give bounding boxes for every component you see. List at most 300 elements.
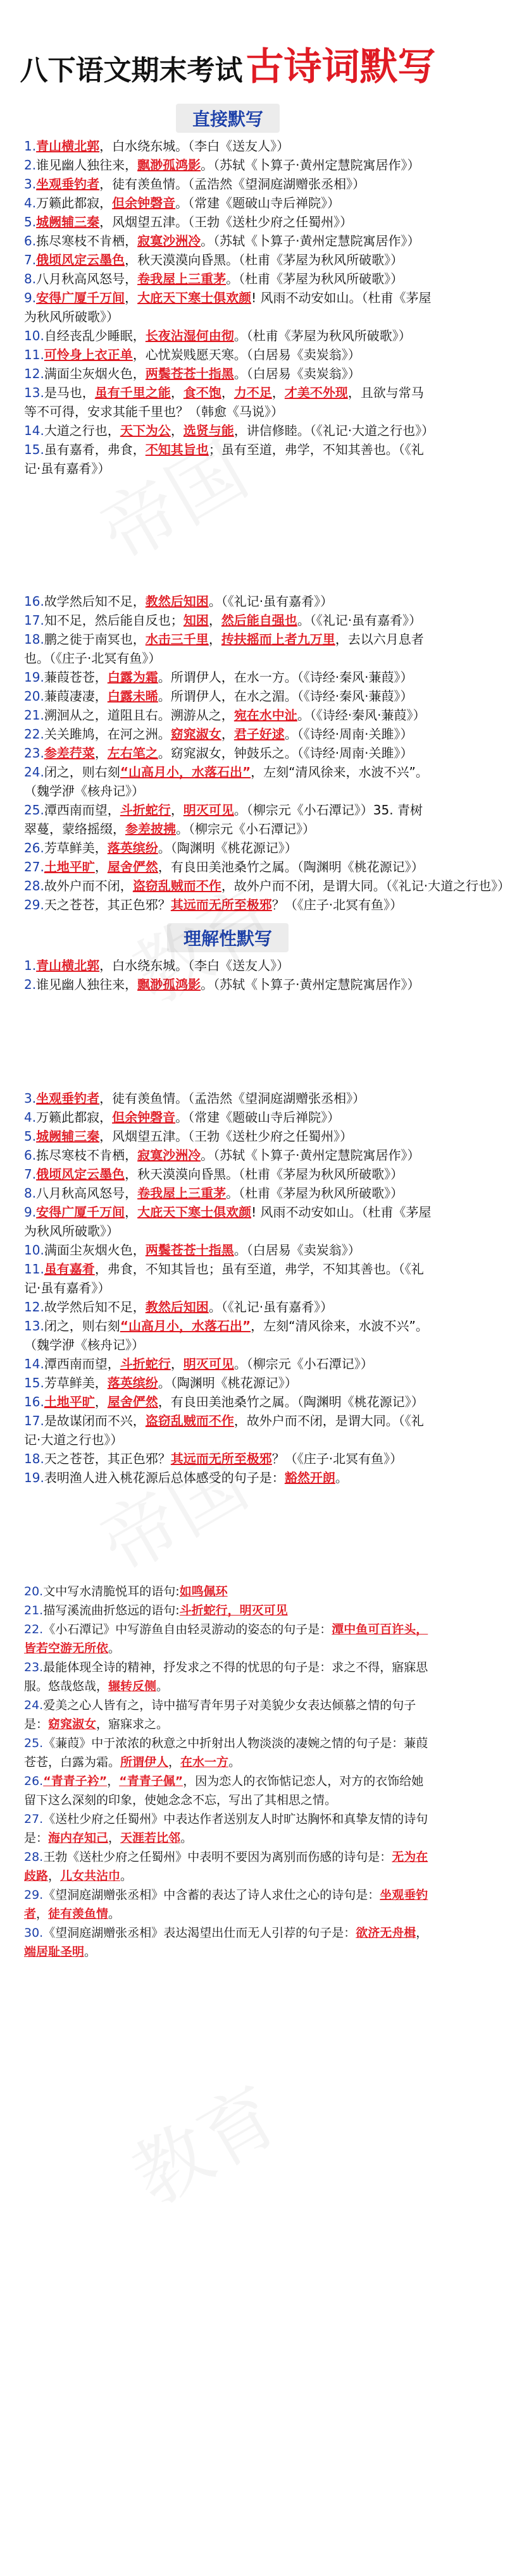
list-item [24, 1449, 432, 1468]
answer-text: 飘渺孤鸿影 [137, 977, 201, 992]
item-number: 30. [24, 1926, 44, 1940]
list-item [24, 345, 432, 364]
list-item [24, 895, 432, 914]
item-number: 26. [24, 840, 44, 856]
list-item [24, 193, 432, 212]
prompt-text: 拣尽寒枝不肯栖， [36, 1148, 138, 1163]
prompt-text: 最能体现全诗的精神，抒发求之不得的忧思的句子是：求之不得，寤寐思服。悠哉悠哉， [24, 1660, 428, 1693]
prompt-text: ， [107, 1774, 120, 1788]
prompt-text: 天之苍苍，其正色邪？ [44, 897, 171, 912]
list-item [24, 1848, 432, 1886]
prompt-text: ， [94, 1394, 108, 1409]
list-item [24, 611, 432, 630]
answer-text: 落英缤纷 [107, 840, 158, 856]
answer-text: 白露为霜 [107, 670, 158, 685]
list-item [24, 1734, 432, 1772]
item-number: 15. [24, 442, 44, 457]
prompt-text: ， [125, 290, 138, 305]
list-item [24, 1696, 432, 1734]
prompt-text: 。 [335, 1470, 348, 1485]
prompt-text: 。（柳宗元《小石潭记》）35. 青树翠蔓，蒙络摇缀， [24, 802, 423, 837]
prompt-text: ，左刻“清风徐来，水波不兴”。（魏学洢《核舟记》） [24, 764, 428, 799]
prompt-text: ，风烟望五津。（王勃《送杜少府之任蜀州》） [99, 1129, 353, 1144]
prompt-text: 。（白居易《卖炭翁》） [233, 1242, 361, 1258]
answer-text: 大庇天下寒士俱欢颜 [137, 1205, 252, 1220]
prompt-text: 。（苏轼《卜算子·黄州定慧院寓居作》） [201, 1148, 420, 1163]
answer-text: 土地平旷 [44, 859, 95, 874]
answer-text: 所谓伊人 [120, 1755, 169, 1769]
item-number: 24. [24, 764, 44, 780]
answer-text: 君子好逑 [233, 727, 285, 742]
prompt-text: 《望洞庭湖赠张丞相》表达渴望出仕而无人引荐的句子是： [43, 1926, 356, 1940]
prompt-text: 自经丧乱少睡眠， [44, 328, 146, 343]
answer-text: 然后能自强也 [221, 613, 297, 628]
item-number: 5. [24, 1129, 37, 1144]
prompt-text: ， [170, 1356, 183, 1371]
answer-text: 窈窕淑女 [170, 727, 221, 742]
direct-list [0, 137, 456, 478]
item-number: 10. [24, 328, 44, 343]
answer-text: 知困 [183, 613, 209, 628]
prompt-text: 满面尘灰烟火色， [44, 1242, 146, 1258]
prompt-text: 芳草鲜美， [44, 1375, 108, 1390]
list-item [24, 231, 432, 250]
item-number: 12. [24, 366, 44, 381]
answer-text: 青山横北郭 [36, 958, 100, 973]
item-number: 2. [24, 977, 37, 992]
item-number: 8. [24, 1186, 37, 1201]
prompt-text: 。（陶渊明《桃花源记》） [158, 840, 297, 856]
item-number: 21. [24, 1604, 44, 1617]
item-number: 7. [24, 1167, 37, 1182]
answer-text: 才美不外现 [284, 385, 348, 400]
prompt-text: 。 [108, 1641, 121, 1655]
prompt-text: 闭之，则右刻 [44, 1318, 120, 1334]
prompt-text: 。（陶渊明《桃花源记》） [158, 1375, 297, 1390]
answer-text: 参差荇菜 [44, 745, 95, 761]
answer-text: 斗折蛇行，明灭可见 [179, 1604, 288, 1617]
answer-text: 天下为公 [120, 423, 171, 438]
prompt-text: ，白水绕东城。（李白《送友人》） [99, 138, 290, 154]
answer-text: 两鬓苍苍十指黑 [145, 366, 234, 381]
list-item [24, 668, 432, 687]
prompt-text: 虽有嘉肴，弗食， [44, 442, 146, 457]
item-number: 3. [24, 176, 37, 192]
list-item [24, 440, 432, 478]
prompt-text: ？（《庄子·北冥有鱼》） [271, 1451, 403, 1466]
title-prefix: 八下语文期末考试 [20, 54, 243, 87]
prompt-text: ，故外户而不闭，是谓大同。（《礼记·大道之行也》） [24, 1413, 424, 1447]
answer-text: 教然后知困 [145, 594, 209, 609]
prompt-text: ，有良田美池桑竹之属。（陶渊明《桃花源记》） [158, 1394, 424, 1409]
answer-text: 明灭可见 [183, 1356, 234, 1371]
section-header-understand: 理解性默写 [0, 923, 456, 952]
prompt-text: 文中写水清脆悦耳的语句: [43, 1585, 180, 1598]
item-number: 18. [24, 1451, 44, 1466]
item-number: 20. [24, 1585, 44, 1598]
list-item [24, 421, 435, 440]
list-item [24, 592, 432, 611]
prompt-text: ，秋天漠漠向昏黑。（杜甫《茅屋为秋风所破歌》） [125, 252, 404, 267]
prompt-text: 。（杜甫《茅屋为秋风所破歌》） [226, 271, 404, 286]
item-number: 8. [24, 271, 37, 286]
prompt-text: ，心忧炭贱愿天寒。（白居易《卖炭翁》） [132, 347, 361, 362]
prompt-text: ，故外户而不闭，是谓大同。（《礼记·大道之行也》） [221, 878, 510, 893]
prompt-text: 溯洄从之，道阻且右。溯游从之， [44, 708, 234, 723]
list-item [24, 1373, 432, 1392]
list-item [24, 1620, 432, 1658]
prompt-text: ， [208, 613, 221, 628]
prompt-text: 鹏之徙于南冥也， [44, 632, 146, 647]
answer-text: 无为在歧路 [24, 1850, 428, 1883]
prompt-text: ，徒有羡鱼情。（孟浩然《望洞庭湖赠张丞相》） [99, 176, 366, 192]
prompt-text: ! 风雨不动安如山。（杜甫《茅屋为秋风所破歌》） [24, 290, 432, 324]
item-number: 17. [24, 1413, 44, 1428]
direct-list-continued [0, 592, 510, 914]
answer-text: 儿女共沾巾 [60, 1869, 121, 1883]
item-number: 1. [24, 958, 37, 973]
prompt-text: ， [168, 1755, 181, 1769]
item-number: 27. [24, 1812, 44, 1826]
prompt-text: 谁见幽人独往来， [36, 157, 138, 173]
prompt-text: 。（《诗经·秦风·蒹葭》） [297, 708, 426, 723]
prompt-text: 。所谓伊人，在水之湄。（《诗经·秦风·蒹葭》） [158, 689, 413, 704]
prompt-text: ，讲信修睦。（《礼记·大道之行也》） [233, 423, 435, 438]
item-number: 4. [24, 1110, 37, 1125]
item-number: 16. [24, 1394, 44, 1409]
prompt-text: ；虽有至道，弗学，不知其善也。（《礼记·虽有嘉肴》） [24, 442, 424, 476]
prompt-text: 。（柳宗元《小石潭记》） [233, 1356, 373, 1371]
list-item [24, 956, 432, 975]
prompt-text: 蒹葭苍苍， [44, 670, 108, 685]
prompt-text: ，弗食，不知其旨也；虽有至道，弗学，不知其善也。（《礼记·虽有嘉肴》） [24, 1261, 424, 1296]
item-number: 6. [24, 1148, 37, 1163]
answer-text: 城阙辅三秦 [36, 214, 100, 230]
item-number: 28. [24, 1850, 44, 1864]
prompt-text: 芳草鲜美， [44, 840, 108, 856]
understand-list-extra [0, 1582, 456, 1961]
prompt-text: 。所谓伊人，在水一方。（《诗经·秦风·蒹葭》） [158, 670, 413, 685]
list-item [24, 1184, 432, 1203]
section-header-direct: 直接默写 [0, 104, 456, 133]
item-number: 28. [24, 878, 44, 893]
answer-text: 食不饱 [183, 385, 221, 400]
prompt-text: 是故谋闭而不兴， [44, 1413, 146, 1428]
list-item [24, 383, 432, 421]
list-item [24, 1601, 432, 1620]
item-number: 26. [24, 1774, 44, 1788]
list-item [24, 687, 432, 706]
prompt-text: 故外户而不闭， [44, 878, 133, 893]
answer-text: 斗折蛇行 [120, 802, 171, 818]
prompt-text: 。 [108, 1907, 121, 1921]
item-number: 5. [24, 214, 37, 230]
prompt-text: 知不足，然后能自反也； [44, 613, 183, 628]
prompt-text: ，且欲与常马等不可得，安求其能千里也？（韩愈《马说》） [24, 385, 424, 419]
answer-text: 明灭可见 [183, 802, 234, 818]
prompt-text: 王勃《送杜少府之任蜀州》中表明不要因为离别而伤感的诗句是： [43, 1850, 392, 1864]
prompt-text: 《送杜少府之任蜀州》中表达作者送别友人时旷达胸怀和真挚友情的诗句是： [24, 1812, 428, 1845]
answer-text: 虽有千里之能 [94, 385, 171, 400]
list-item [24, 630, 432, 668]
answer-text: 徒有羡鱼情 [48, 1907, 109, 1921]
list-item [24, 1772, 432, 1810]
item-number: 1. [24, 138, 37, 154]
prompt-text: 万籁此都寂， [36, 195, 113, 211]
answer-text: 参差披拂 [125, 821, 176, 837]
watermark [109, 2056, 295, 2226]
list-item [24, 364, 432, 383]
prompt-text: 。（苏轼《卜算子·黄州定慧院寓居作》） [201, 233, 420, 248]
answer-text: 海内存知己 [48, 1831, 109, 1845]
answer-text: 力不足 [233, 385, 272, 400]
item-number: 10. [24, 1242, 44, 1258]
prompt-text: 大道之行也， [44, 423, 120, 438]
list-item [24, 1165, 432, 1184]
answer-text: “山高月小，水落石出” [120, 764, 251, 780]
answer-text: 青山横北郭 [36, 138, 100, 154]
prompt-text: 表明渔人进入桃花源后总体感受的句子是： [44, 1470, 285, 1485]
answer-text: 屋舍俨然 [107, 1394, 158, 1409]
prompt-text: 。（杜甫《茅屋为秋风所破歌》） [233, 328, 411, 343]
answer-text: 盗窃乱贼而不作 [145, 1413, 234, 1428]
item-number: 25. [24, 802, 44, 818]
prompt-text: 八月秋高风怒号， [36, 1186, 138, 1201]
list-item [24, 876, 510, 895]
prompt-text: 。窈窕淑女，钟鼓乐之。（《诗经·周南·关雎》） [158, 745, 413, 761]
list-item [24, 725, 432, 744]
list-item [24, 326, 432, 345]
item-number: 2. [24, 157, 37, 173]
answer-text: 土地平旷 [44, 1394, 95, 1409]
prompt-text: 万籁此都寂， [36, 1110, 113, 1125]
answer-text: 坐观垂钓者 [36, 1091, 100, 1106]
prompt-text: ，风烟望五津。（王勃《送杜少府之任蜀州》） [99, 214, 353, 230]
item-number: 3. [24, 1091, 37, 1106]
item-number: 19. [24, 1470, 44, 1485]
prompt-text: ， [48, 1869, 61, 1883]
answer-text: 潭中鱼可百许头，皆若空游无所依 [24, 1622, 428, 1655]
answer-text: 卷我屋上三重茅 [137, 1186, 227, 1201]
answer-text: 长夜沾湿何由彻 [145, 328, 234, 343]
prompt-text: 潭西南而望， [44, 802, 120, 818]
prompt-text: 。 [228, 1755, 241, 1769]
prompt-text: 。（苏轼《卜算子·黄州定慧院寓居作》） [201, 977, 420, 992]
prompt-text: 天之苍苍，其正色邪？ [44, 1451, 171, 1466]
item-number: 17. [24, 613, 44, 628]
list-item [24, 706, 432, 725]
prompt-text: 潭西南而望， [44, 1356, 120, 1371]
item-number: 15. [24, 1375, 44, 1390]
answer-text: 天涯若比邻 [120, 1831, 181, 1845]
answer-text: 但余钟磬音 [112, 195, 176, 211]
item-number: 9. [24, 1205, 37, 1220]
item-number: 29. [24, 1888, 44, 1902]
prompt-text: 。 [120, 1869, 133, 1883]
prompt-text: ，寤寐求之。 [96, 1717, 169, 1731]
answer-text: 其远而无所至极邪 [170, 1451, 272, 1466]
item-number: 22. [24, 1622, 44, 1636]
item-number: 16. [24, 594, 44, 609]
prompt-text: ，秋天漠漠向昏黑。（杜甫《茅屋为秋风所破歌》） [125, 1167, 404, 1182]
prompt-text: 闭之，则右刻 [44, 764, 120, 780]
answer-text: 白露未晞 [107, 689, 158, 704]
item-number: 11. [24, 347, 44, 362]
list-item [24, 1241, 432, 1260]
list-item [24, 250, 432, 269]
list-item [24, 1260, 432, 1297]
item-number: 9. [24, 290, 37, 305]
list-item [24, 1146, 432, 1165]
prompt-text: 蒹葭凄凄， [44, 689, 108, 704]
answer-text: 斗折蛇行 [120, 1356, 171, 1371]
answer-text: 两鬓苍苍十指黑 [145, 1242, 234, 1258]
item-number: 18. [24, 632, 44, 647]
list-item [24, 1108, 432, 1127]
item-number: 13. [24, 1318, 44, 1334]
item-number: 19. [24, 670, 44, 685]
prompt-text: 《小石潭记》中写游鱼自由轻灵游动的姿态的句子是： [43, 1622, 332, 1636]
answer-text: 俄顷风定云墨色 [36, 1167, 125, 1182]
prompt-text: 是马也， [44, 385, 95, 400]
answer-text: “青青子佩” [119, 1774, 183, 1788]
prompt-text: ， [271, 385, 285, 400]
list-item [24, 800, 432, 838]
answer-text: 但余钟磬音 [112, 1110, 176, 1125]
prompt-text: 拣尽寒枝不肯栖， [36, 233, 138, 248]
answer-text: 坐观垂钓者 [24, 1888, 428, 1921]
answer-text: 俄顷风定云墨色 [36, 252, 125, 267]
answer-text: 豁然开朗 [284, 1470, 335, 1485]
answer-text: 选贤与能 [183, 423, 234, 438]
prompt-text: 。 [180, 1831, 193, 1845]
prompt-text: ! 风雨不动安如山。（杜甫《茅屋为秋风所破歌》） [24, 1205, 432, 1239]
item-number: 29. [24, 897, 44, 912]
answer-text: 欲济无舟楫 [356, 1926, 416, 1940]
prompt-text: 《蒹葭》中于浓浓的秋意之中折射出人物淡淡的凄婉之情的句子是：蒹葭苍苍，白露为霜。 [24, 1736, 428, 1769]
prompt-text: 。（苏轼《卜算子·黄州定慧院寓居作》） [201, 157, 420, 173]
prompt-text: ， [36, 1907, 49, 1921]
answer-text: 卷我屋上三重茅 [137, 271, 227, 286]
item-number: 27. [24, 859, 44, 874]
answer-text: 可怜身上衣正单 [44, 347, 133, 362]
answer-text: 屋舍俨然 [107, 859, 158, 874]
prompt-text: 。（白居易《卖炭翁》） [233, 366, 361, 381]
title-main: 古诗词默写 [246, 45, 436, 89]
list-item [24, 975, 432, 994]
prompt-text: ， [125, 1205, 138, 1220]
item-number: 22. [24, 727, 44, 742]
item-number: 12. [24, 1299, 44, 1315]
prompt-text: ， [170, 385, 183, 400]
answer-text: 宛在水中沚 [233, 708, 297, 723]
prompt-text: 。 [84, 1945, 97, 1959]
prompt-text: ， [170, 802, 183, 818]
answer-text: 大庇天下寒士俱欢颜 [137, 290, 252, 305]
item-number: 23. [24, 745, 44, 761]
prompt-text: ，因为恋人的衣饰惦记恋人，对方的衣饰给她留下这么深刻的印象，使她念念不忘，写出了其相思之情。 [24, 1774, 424, 1807]
list-item [24, 1127, 432, 1146]
list-item [24, 1089, 432, 1108]
prompt-text: ， [221, 727, 234, 742]
answer-text: 教然后知困 [145, 1299, 209, 1315]
prompt-text: ，左刻“清风徐来，水波不兴”。（魏学洢《核舟记》） [24, 1318, 428, 1352]
item-number: 13. [24, 385, 44, 400]
prompt-text: 描写溪流曲折悠远的语句: [43, 1604, 180, 1617]
prompt-text: ， [208, 632, 221, 647]
answer-text: 左右笔之 [107, 745, 158, 761]
prompt-text: ，去以六月息者也。（《庄子·北冥有鱼》） [24, 632, 424, 666]
answer-text: 坐观垂钓者 [36, 176, 100, 192]
list-item [24, 1468, 432, 1487]
list-item [24, 1316, 432, 1354]
prompt-text: 关关雎鸠，在河之洲。 [44, 727, 171, 742]
list-item [24, 1923, 432, 1961]
list-item [24, 175, 432, 193]
prompt-text: 。（常建《题破山寺后禅院》） [175, 1110, 340, 1125]
prompt-text: 八月秋高风怒号， [36, 271, 138, 286]
answer-text: 落英缤纷 [107, 1375, 158, 1390]
prompt-text: ， [221, 385, 234, 400]
answer-text: 安得广厦千万间 [36, 290, 125, 305]
list-item [24, 1810, 432, 1848]
prompt-text: 。（杜甫《茅屋为秋风所破歌》） [226, 1186, 404, 1201]
page-title [0, 0, 456, 95]
prompt-text: 《望洞庭湖赠张丞相》中含蓄的表达了诗人求仕之心的诗句是： [43, 1888, 380, 1902]
item-number: 14. [24, 1356, 44, 1371]
answer-text: 在水一方 [180, 1755, 229, 1769]
answer-text: 其远而无所至极邪 [170, 897, 272, 912]
list-item [24, 763, 432, 800]
list-item [24, 1297, 432, 1316]
prompt-text: 。（《礼记·虽有嘉肴》） [208, 594, 333, 609]
prompt-text: ，白水绕东城。（李白《送友人》） [99, 958, 290, 973]
item-number: 23. [24, 1660, 44, 1674]
prompt-text: ， [94, 745, 108, 761]
item-number: 25. [24, 1736, 44, 1750]
prompt-text: ， [94, 859, 108, 874]
prompt-text: 故学然后知不足， [44, 1299, 146, 1315]
answer-text: “青青子衿” [43, 1774, 108, 1788]
prompt-text: ， [416, 1926, 428, 1940]
prompt-text: ，有良田美池桑竹之属。（陶渊明《桃花源记》） [158, 859, 424, 874]
answer-text: 不知其旨也 [145, 442, 209, 457]
prompt-text: ，徒有羡鱼情。（孟浩然《望洞庭湖赠张丞相》） [99, 1091, 366, 1106]
item-number: 7. [24, 252, 37, 267]
list-item [24, 1886, 432, 1923]
list-item [24, 1203, 432, 1241]
answer-text: 安得广厦千万间 [36, 1205, 125, 1220]
item-number: 20. [24, 689, 44, 704]
answer-text: 盗窃乱贼而不作 [132, 878, 221, 893]
prompt-text: 故学然后知不足， [44, 594, 146, 609]
list-item [24, 269, 432, 288]
item-number: 4. [24, 195, 37, 211]
prompt-text: 。（《礼记·虽有嘉肴》） [208, 1299, 333, 1315]
item-number: 6. [24, 233, 37, 248]
list-item [24, 1354, 432, 1373]
list-item [24, 156, 432, 175]
item-number: 21. [24, 708, 44, 723]
item-number: 11. [24, 1261, 44, 1277]
prompt-text: ？（《庄子·北冥有鱼》） [271, 897, 403, 912]
prompt-text: ， [108, 1831, 121, 1845]
answer-text: 飘渺孤鸿影 [137, 157, 201, 173]
answer-text: 水击三千里 [145, 632, 209, 647]
list-item [24, 1582, 432, 1601]
understand-list-continued [0, 1089, 456, 1487]
prompt-text: 。 [156, 1679, 169, 1693]
